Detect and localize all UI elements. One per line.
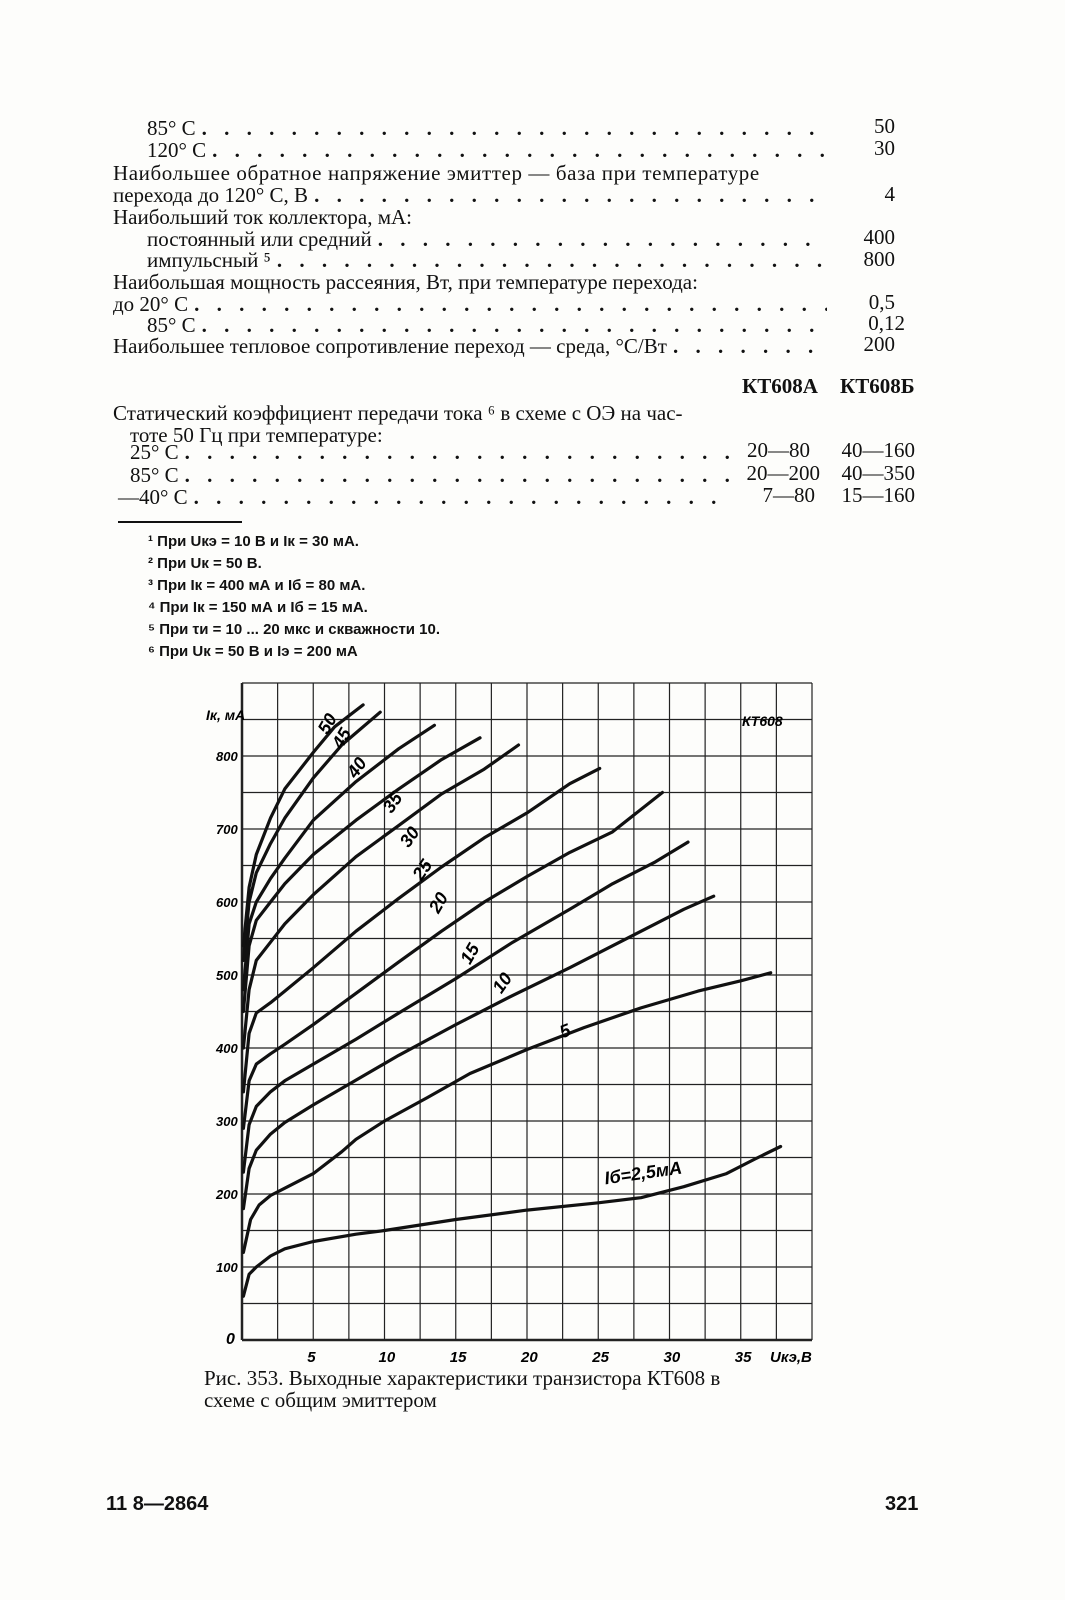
param-value: 200 [863,332,895,356]
origin-label: 0 [226,1331,235,1348]
param-value: 0,12 [868,311,905,335]
y-tick-label: 100 [216,1260,238,1275]
param-label: импульсный ⁵ [147,248,271,272]
param-value: 4 [884,182,895,206]
x-tick-label: 5 [307,1349,316,1366]
param-value: 50 [874,114,895,138]
param-value: 400 [863,225,895,249]
x-tick-label: 15 [449,1349,467,1366]
footnote: ⁴ При Iк = 150 мА и Iб = 15 мА. [148,599,368,616]
characteristic-curve [243,725,434,989]
table-header-kt608b: КТ608Б [840,374,915,398]
footnote: ⁵ При τи = 10 ... 20 мкс и скважности 10. [148,621,441,638]
curve-label: 50 [313,710,341,738]
curve-label: 15 [456,940,484,968]
table-cell-a: 20—200 [746,461,820,485]
page-number: 321 [885,1493,919,1515]
characteristic-curve [243,973,770,1253]
table-row-label: 25° С [130,440,179,464]
curve-label: 35 [378,788,407,817]
param-heading: Наибольшая мощность рассеяния, Вт, при температуре перехода: [113,270,698,294]
table-cell-b: 15—160 [841,483,915,507]
curve-label: 5 [556,1019,574,1043]
table-cell-a: 20—80 [747,438,810,462]
param-heading: Наибольший ток коллектора, мА: [113,205,413,229]
param-heading: Наибольшее обратное напряжение эмиттер — база при температуре [113,161,760,185]
param-label: до 20° С [113,292,189,316]
figure-caption-line: Рис. 353. Выходные характеристики транзистора КТ608 в [204,1366,721,1390]
y-tick-label: 800 [216,749,238,764]
x-tick-label: 25 [592,1349,609,1366]
footnote: ² При Uк = 50 В. [148,555,262,572]
param-value: 30 [874,136,895,160]
chart-title: КТ608 [742,713,783,729]
table-cell-b: 40—350 [841,461,915,485]
table-description: Статический коэффициент передачи тока ⁶ в схеме с ОЭ на час- [113,401,683,425]
table-header-kt608a: КТ608А [742,374,818,398]
param-label: 85° С [147,313,196,337]
table-row-label: 85° С [130,463,179,487]
y-axis-label: Iк, мА [206,707,246,723]
param-label: 85° C [147,116,196,140]
footnote: ⁶ При Uк = 50 В и Iэ = 200 мА [148,643,358,660]
curve-label: 25 [408,855,437,884]
table-cell-a: 7—80 [762,483,815,507]
signature-mark: 11 8—2864 [106,1493,209,1515]
footnote: ³ При Iк = 400 мА и Iб = 80 мА. [148,577,366,594]
y-tick-label: 400 [216,1041,238,1056]
y-tick-label: 200 [216,1187,238,1202]
curve-label: 30 [395,822,424,851]
curve-label: 10 [488,968,517,997]
x-tick-label: 10 [378,1349,396,1366]
y-tick-label: 500 [216,968,238,983]
param-label: Наибольшее тепловое сопротивление переход — среда, °С/Вт [113,334,667,358]
param-label: 120° C [147,138,207,162]
figure-caption-line: схеме с общим эмиттером [204,1388,437,1412]
figure-caption [204,1367,826,1411]
footnote: ¹ При Uкэ = 10 В и Iк = 30 мА. [148,533,359,550]
curve-label: Iб=2,5мА [603,1157,684,1189]
table-cell-b: 40—160 [841,438,915,462]
curve-label: 45 [327,724,356,752]
param-label: перехода до 120° С, В [113,183,309,207]
param-label: постоянный или средний [147,227,372,251]
param-value: 0,5 [868,290,895,314]
characteristic-curve [243,1147,780,1297]
characteristic-curve [243,793,662,1129]
characteristic-curve [243,842,688,1172]
x-tick-label: 35 [734,1349,752,1366]
y-tick-label: 700 [216,822,238,837]
curve-label: 20 [424,888,453,917]
param-value: 800 [863,247,895,271]
table-row-label: —40° С [118,485,188,509]
y-tick-label: 600 [216,895,238,910]
x-tick-label: 30 [663,1349,681,1366]
x-tick-label: 20 [521,1349,538,1366]
y-tick-label: 300 [216,1114,238,1129]
characteristic-curve [243,896,713,1208]
x-axis-label: Uкэ,В [770,1349,812,1366]
curve-label: 40 [342,753,371,782]
table-description: тоте 50 Гц при температуре: [130,423,383,447]
